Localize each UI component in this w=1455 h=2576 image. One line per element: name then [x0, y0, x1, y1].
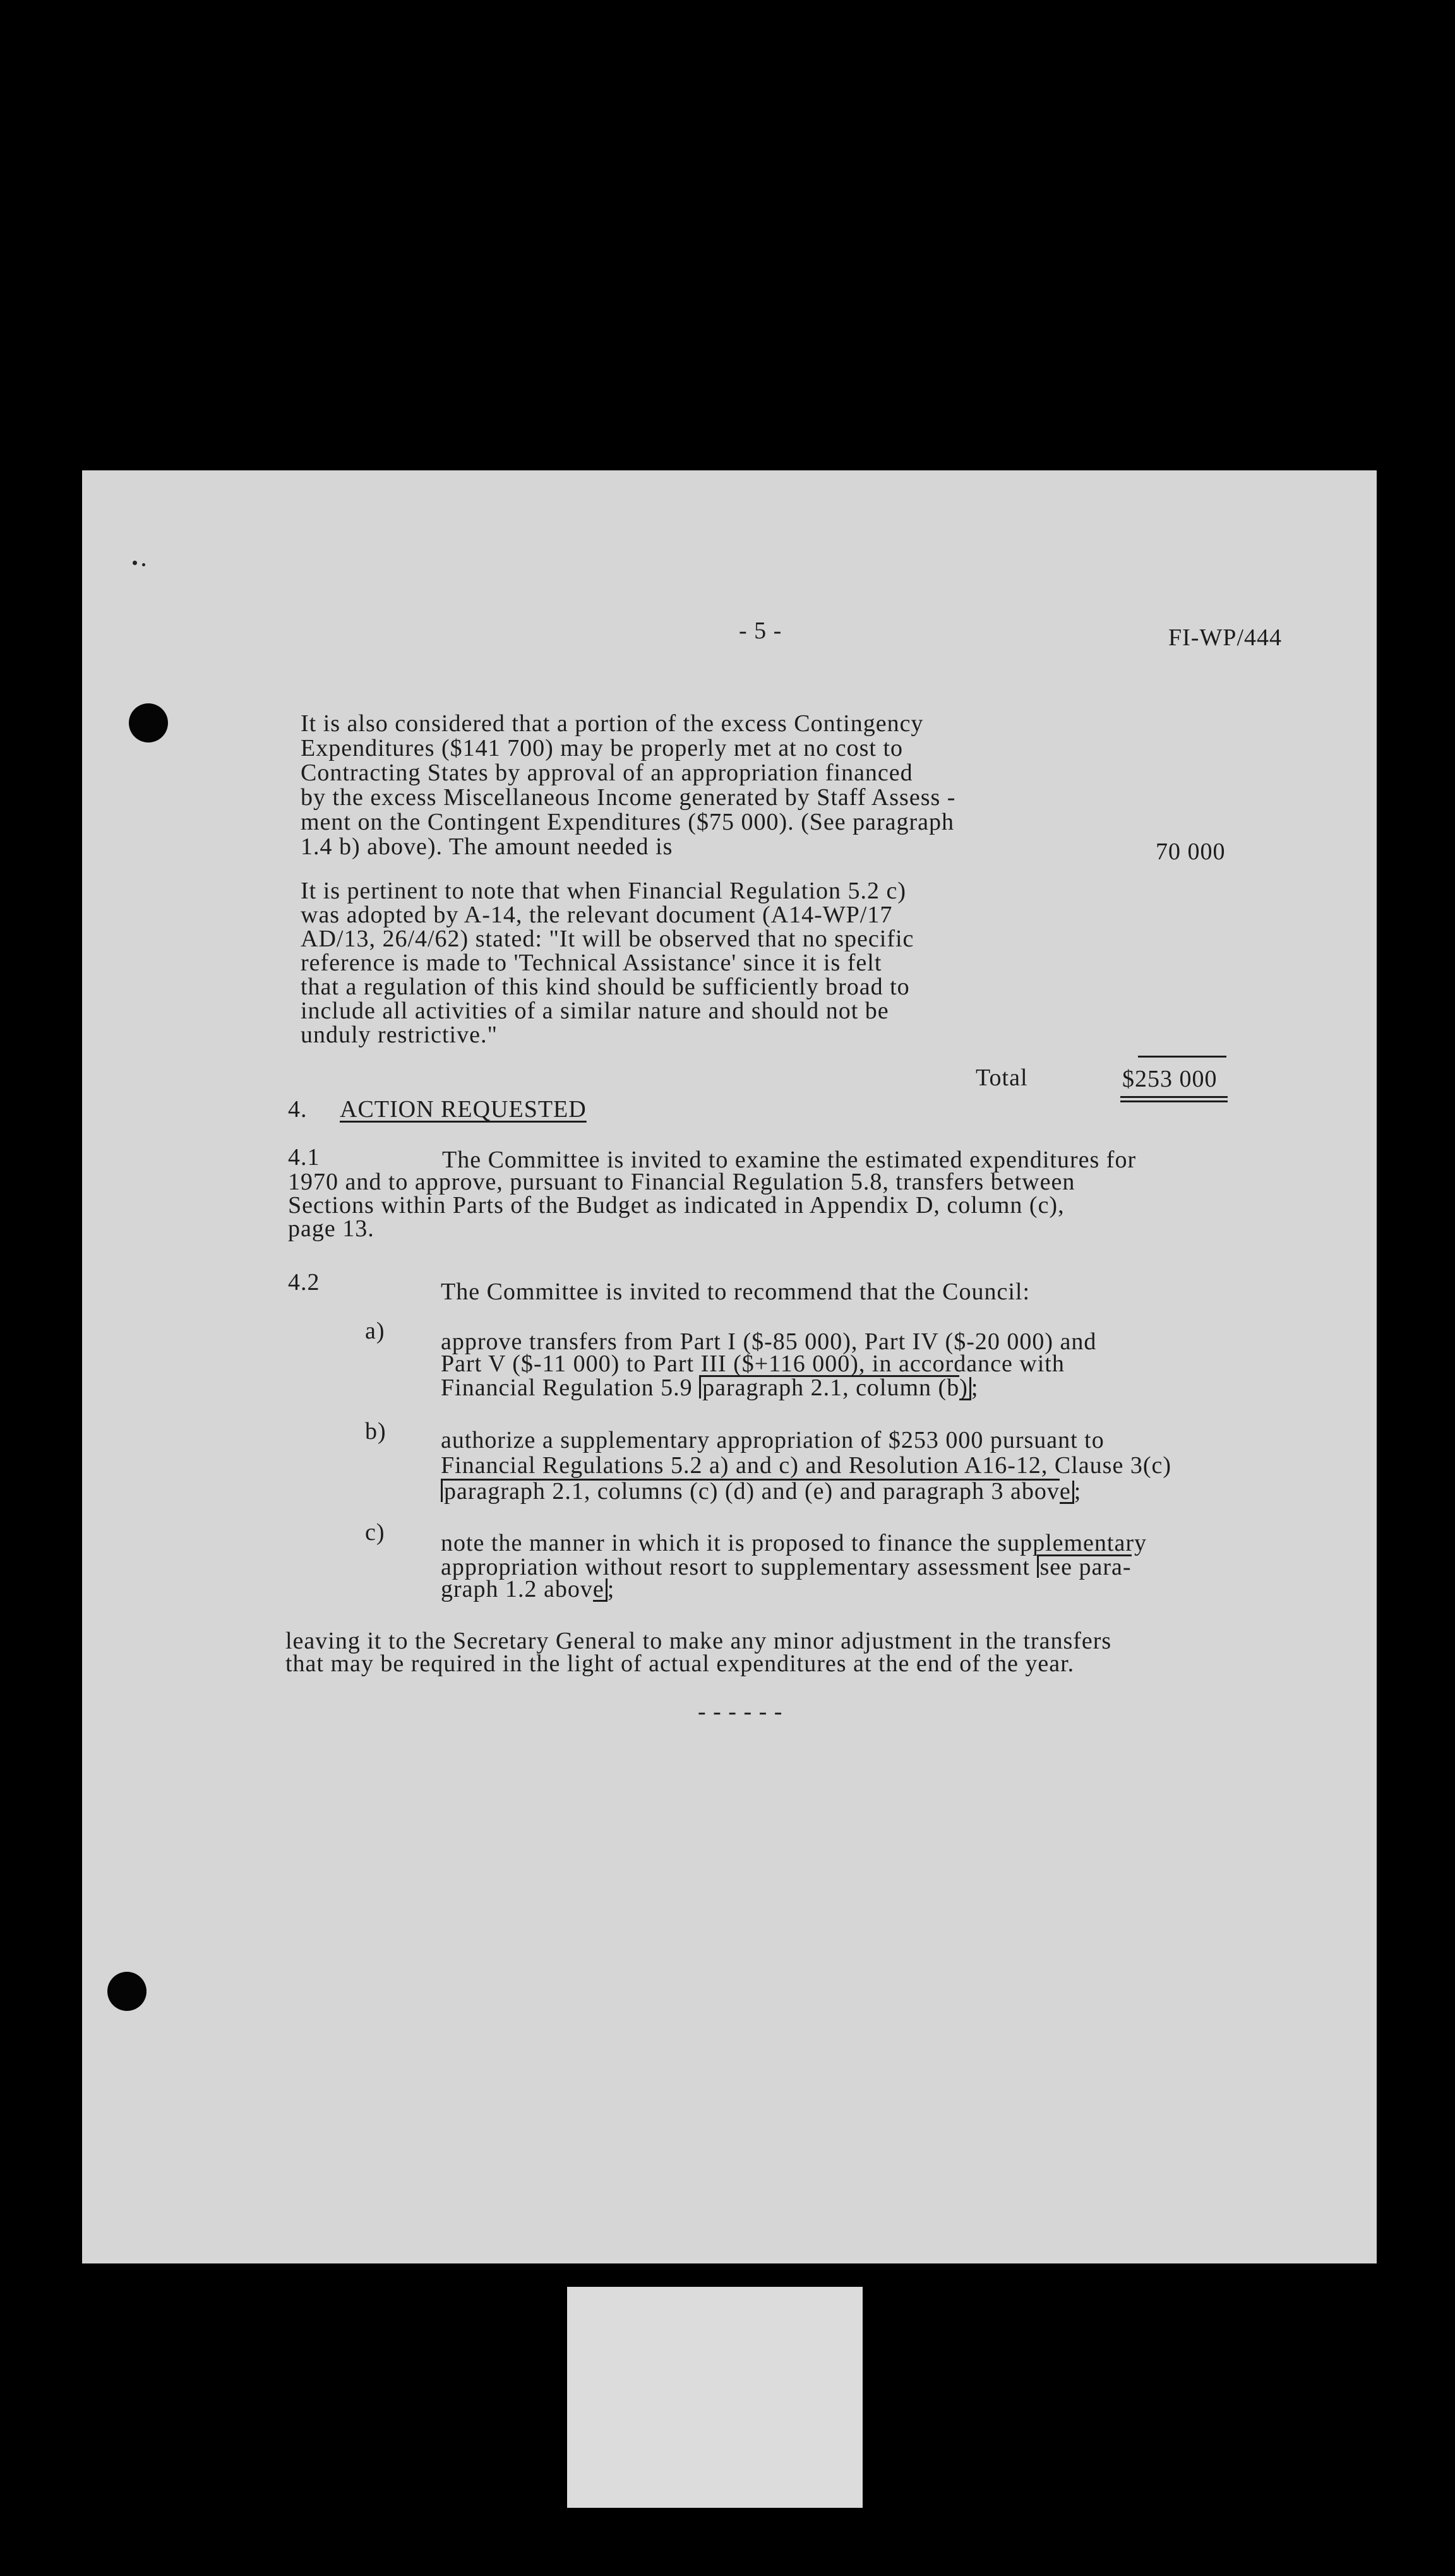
total-double-rule-1: [1120, 1096, 1228, 1098]
item-label: c): [365, 1519, 385, 1546]
text-segment: appropriation without resort to supplementary assessment: [441, 1554, 1037, 1580]
text-line: include all activities of a similar nature and should not be: [301, 998, 889, 1024]
text-line: that a regulation of this kind should be sufficiently broad to: [301, 974, 910, 1000]
bracket-close: e: [1060, 1481, 1074, 1504]
item-label: b): [365, 1418, 386, 1445]
text-line: It is also considered that a portion of the excess Contingency: [301, 710, 924, 737]
text-segment: ;: [1074, 1478, 1082, 1505]
text-line: approve transfers from Part I ($-85 000), Part IV ($-20 000) and: [441, 1328, 1097, 1355]
text-line: [441, 1375, 978, 1400]
text-line: by the excess Miscellaneous Income generated by Staff Assess -: [301, 784, 956, 811]
speck: [142, 563, 145, 566]
text-line: The Committee is invited to recommend that the Council:: [441, 1279, 1031, 1305]
text-line: 1.4 b) above). The amount needed is: [301, 833, 673, 860]
text-line: Expenditures ($141 700) may be properly met at no cost to: [301, 735, 904, 761]
punch-hole-bottom: [107, 1972, 147, 2011]
section-number: 4.: [288, 1096, 308, 1123]
text-line: The Committee is invited to examine the estimated expenditures for: [442, 1147, 1137, 1173]
end-mark: - - - - - -: [698, 1698, 783, 1725]
total-double-rule-2: [1120, 1100, 1228, 1102]
text-line: Part V ($-11 000) to Part III ($+116 000), in accordance with: [441, 1351, 1065, 1377]
bracketed-reference: paragraph 2.1, columns (c) (d) and (e) and paragraph 3 abov: [441, 1479, 1060, 1502]
text-line: It is pertinent to note that when Financial Regulation 5.2 c): [301, 878, 907, 904]
paragraph-number: 4.2: [288, 1269, 320, 1296]
punch-hole-top: [129, 703, 168, 742]
text-line: reference is made to 'Technical Assistance' since it is felt: [301, 950, 882, 976]
text-segment: ;: [607, 1576, 615, 1602]
amount-needed: 70 000: [1156, 838, 1226, 865]
page-number: - 5 -: [739, 617, 782, 644]
total-label: Total: [976, 1064, 1028, 1091]
text-line: that may be required in the light of actual expenditures at the end of the year.: [285, 1650, 1075, 1677]
text-segment: Financial Regulation 5.9: [441, 1374, 700, 1401]
text-line: ment on the Contingent Expenditures ($75 000). (See paragraph: [301, 809, 955, 835]
bracket-close: e: [593, 1578, 608, 1602]
text-line: leaving it to the Secretary General to make any minor adjustment in the transfers: [285, 1628, 1112, 1654]
document-reference: FI-WP/444: [1168, 624, 1282, 651]
bracket-close: ): [959, 1377, 971, 1400]
speck: [133, 561, 137, 565]
paragraph-number: 4.1: [288, 1144, 320, 1171]
text-line: [441, 1577, 614, 1602]
text-line: [441, 1479, 1081, 1504]
bracketed-reference: see para-: [1037, 1554, 1132, 1578]
text-line: Contracting States by approval of an appropriation financed: [301, 760, 913, 786]
text-line: unduly restrictive.": [301, 1022, 498, 1048]
text-segment: graph 1.2 abov: [441, 1576, 593, 1602]
text-line: Financial Regulations 5.2 a) and c) and Resolution A16-12, Clause 3(c): [441, 1452, 1171, 1479]
text-line: page 13.: [288, 1215, 374, 1242]
text-segment: ;: [971, 1374, 979, 1401]
total-top-rule: [1138, 1056, 1226, 1058]
text-line: 1970 and to approve, pursuant to Financial Regulation 5.8, transfers between: [288, 1169, 1075, 1195]
text-line: was adopted by A-14, the relevant document (A14-WP/17: [301, 902, 893, 928]
text-line: Sections within Parts of the Budget as indicated in Appendix D, column (c),: [288, 1192, 1065, 1219]
bracketed-reference: paragraph 2.1, column (b: [699, 1375, 959, 1398]
total-value: $253 000: [1122, 1066, 1218, 1092]
section-title: ACTION REQUESTED: [340, 1096, 587, 1123]
text-line: authorize a supplementary appropriation of $253 000 pursuant to: [441, 1427, 1105, 1453]
text-line: AD/13, 26/4/62) stated: "It will be observed that no specific: [301, 926, 914, 952]
item-label: a): [365, 1318, 385, 1344]
text-line: note the manner in which it is proposed to finance the supplementary: [441, 1530, 1147, 1556]
paper-tab: [567, 2287, 863, 2508]
